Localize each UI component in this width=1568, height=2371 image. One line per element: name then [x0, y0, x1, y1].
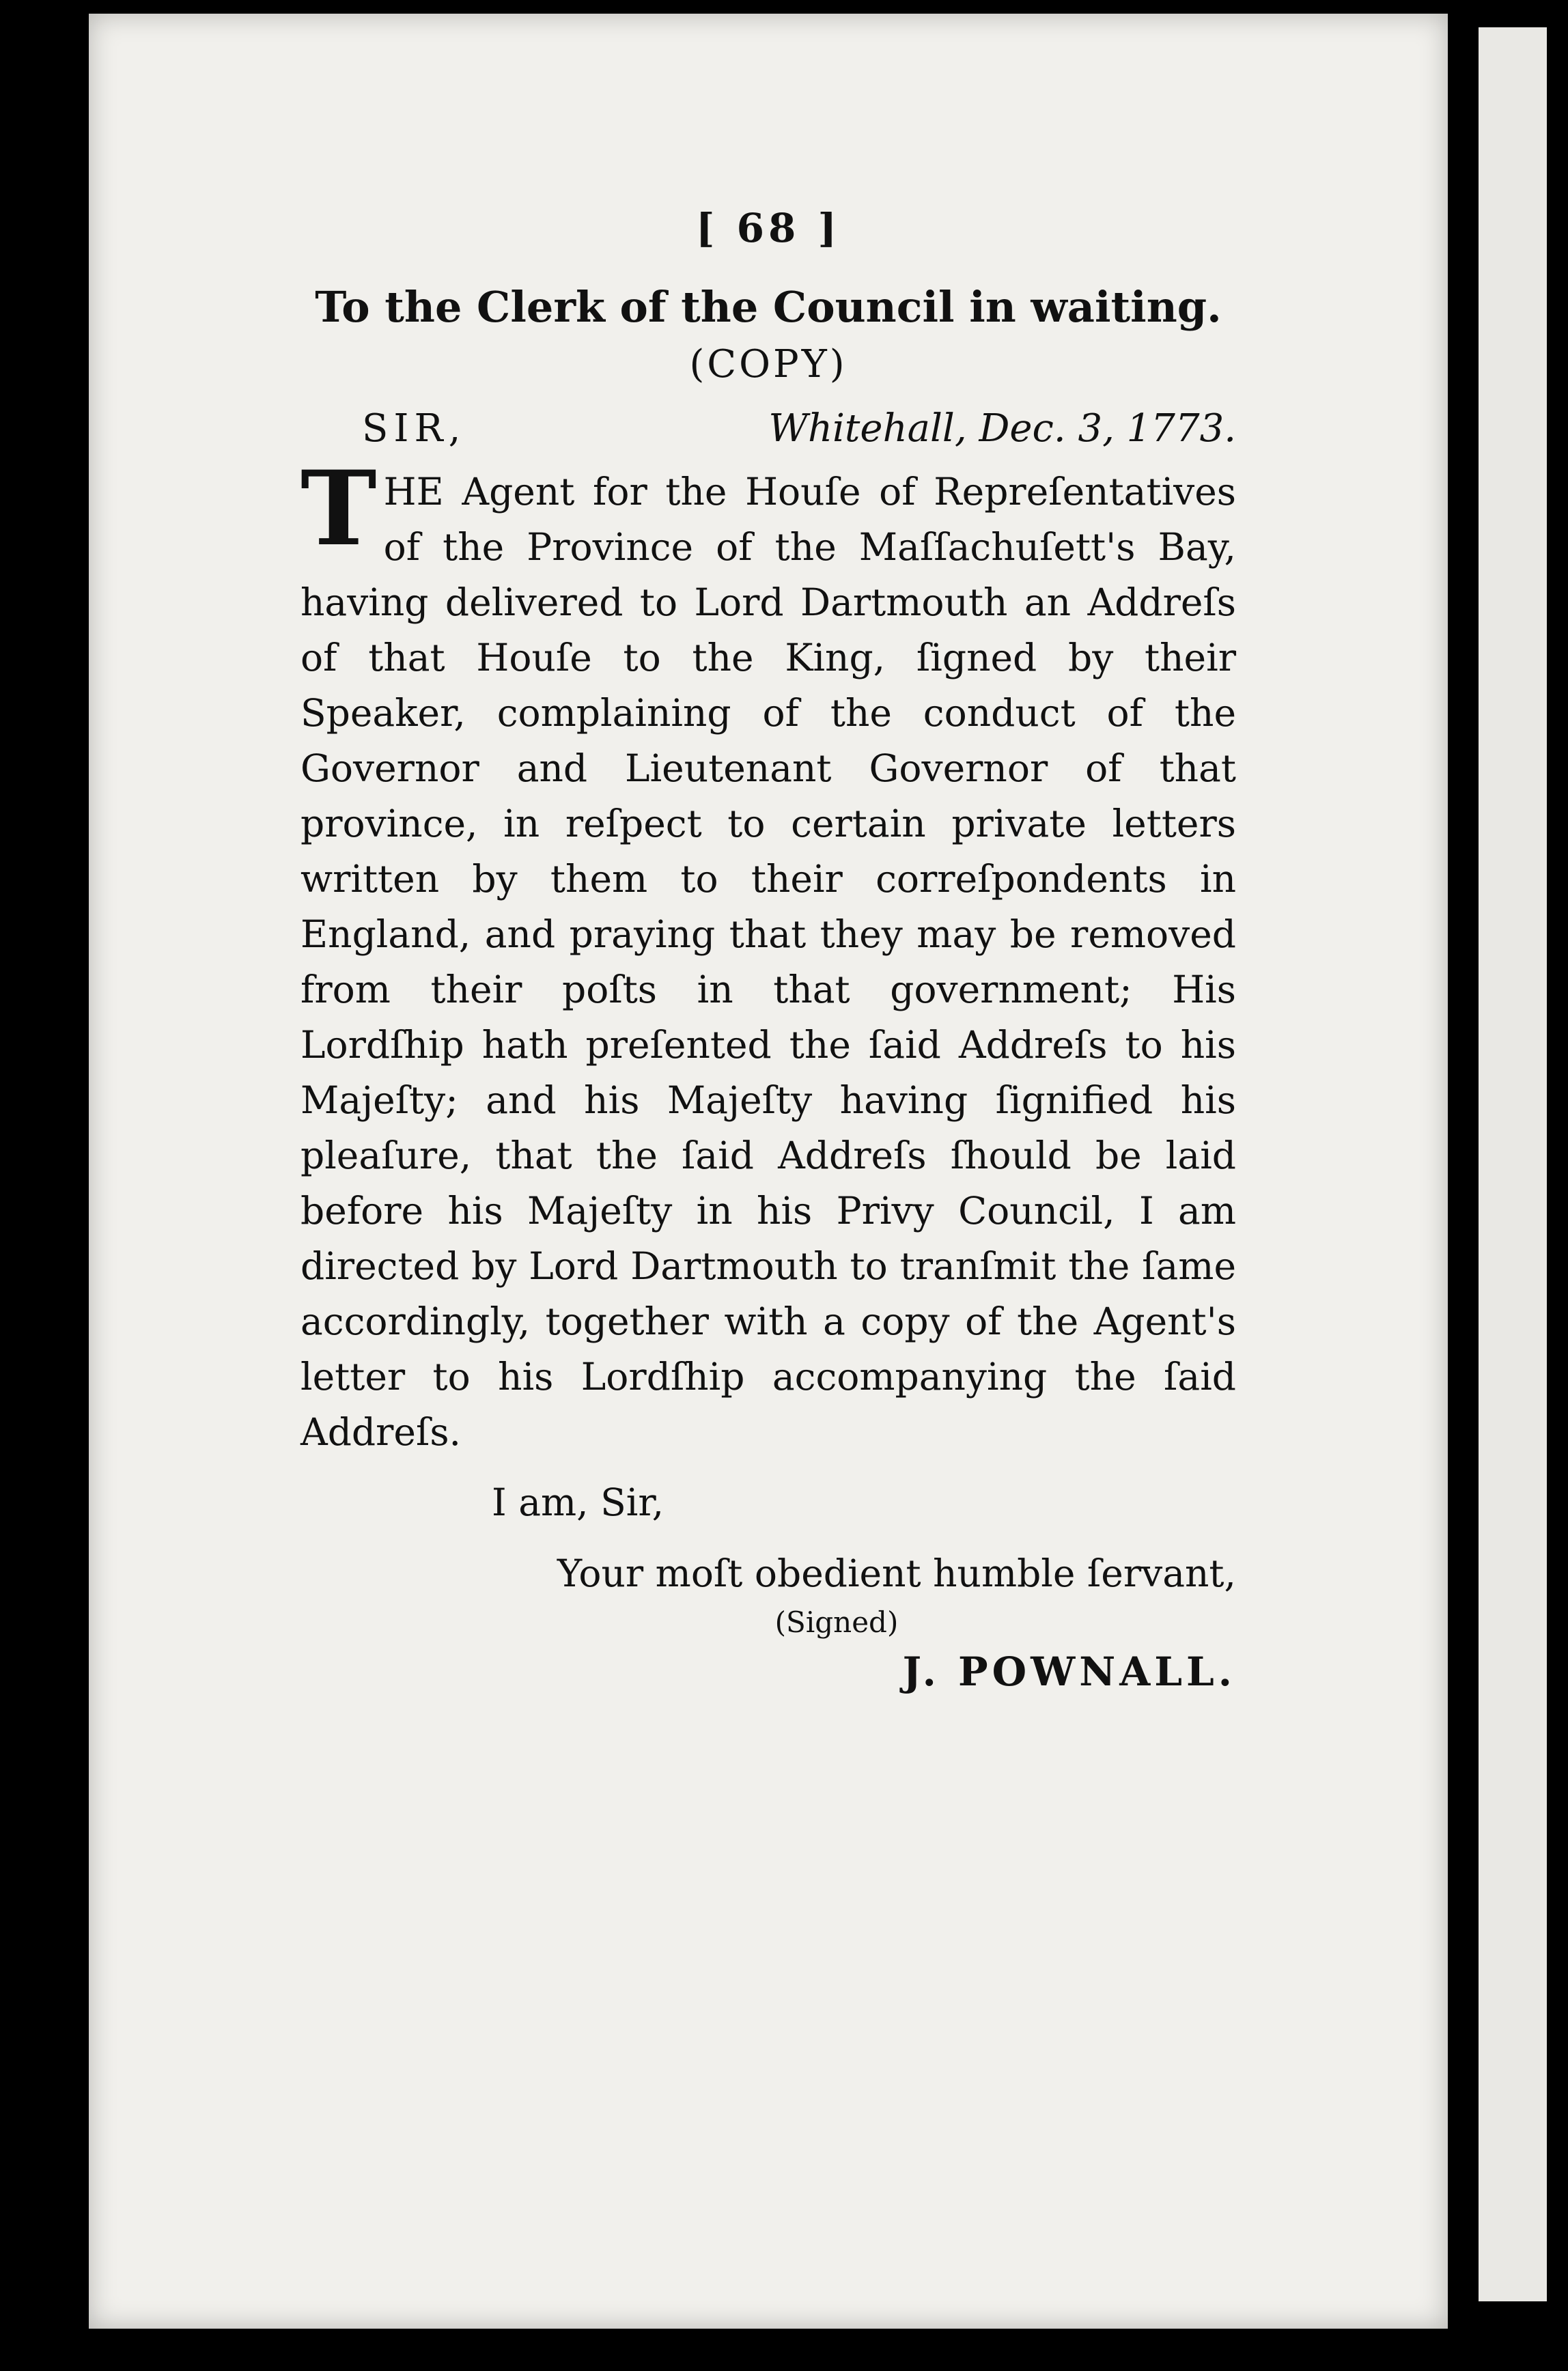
dateline: Whitehall, Dec. 3, 1773.: [768, 406, 1236, 451]
facing-page-edge: [1479, 27, 1547, 2301]
copy-label: (COPY): [689, 342, 848, 387]
page-number: [ 68 ]: [696, 205, 841, 251]
closing: I am, Sir,: [492, 1481, 664, 1524]
signed-label: (Signed): [774, 1605, 899, 1639]
letter-heading: To the Clerk of the Council in waiting.: [315, 282, 1222, 332]
letter-text: [300, 205, 1236, 1700]
drop-cap: T: [300, 449, 377, 569]
body-paragraph: [300, 449, 1236, 1460]
body-text: HE Agent for the Houſe of Repreſentatives of the Province of the Maſſachuſett's Bay, having delivered to Lord Dartmouth an Addreſs of that Houſe to the King, ſigned by their Speaker, complaining of the conduct of the Governor and Lieutenant Governor of that province, in reſpect to certain private letters written by them to their correſpondents in England, and praying that they may be removed from their poſts in that government; His Lordſhip hath preſented the ſaid Addreſs to his Majeſty; and his Majeſty having ſignified his pleaſure, that the ſaid Addreſs ſhould be laid before his Majeſty in his Privy Council, I am directed by Lord Dartmouth to tranſmit the ſame accordingly, together with a copy of the Agent's letter to his Lordſhip accompanying the ſaid Addreſs.: [300, 470, 1236, 1454]
valediction: Your moſt obedient humble ſervant,: [557, 1552, 1236, 1595]
salutation-line: [300, 400, 1236, 458]
signer-name: J. POWNALL.: [902, 1649, 1236, 1695]
salutation: SIR,: [362, 406, 466, 451]
